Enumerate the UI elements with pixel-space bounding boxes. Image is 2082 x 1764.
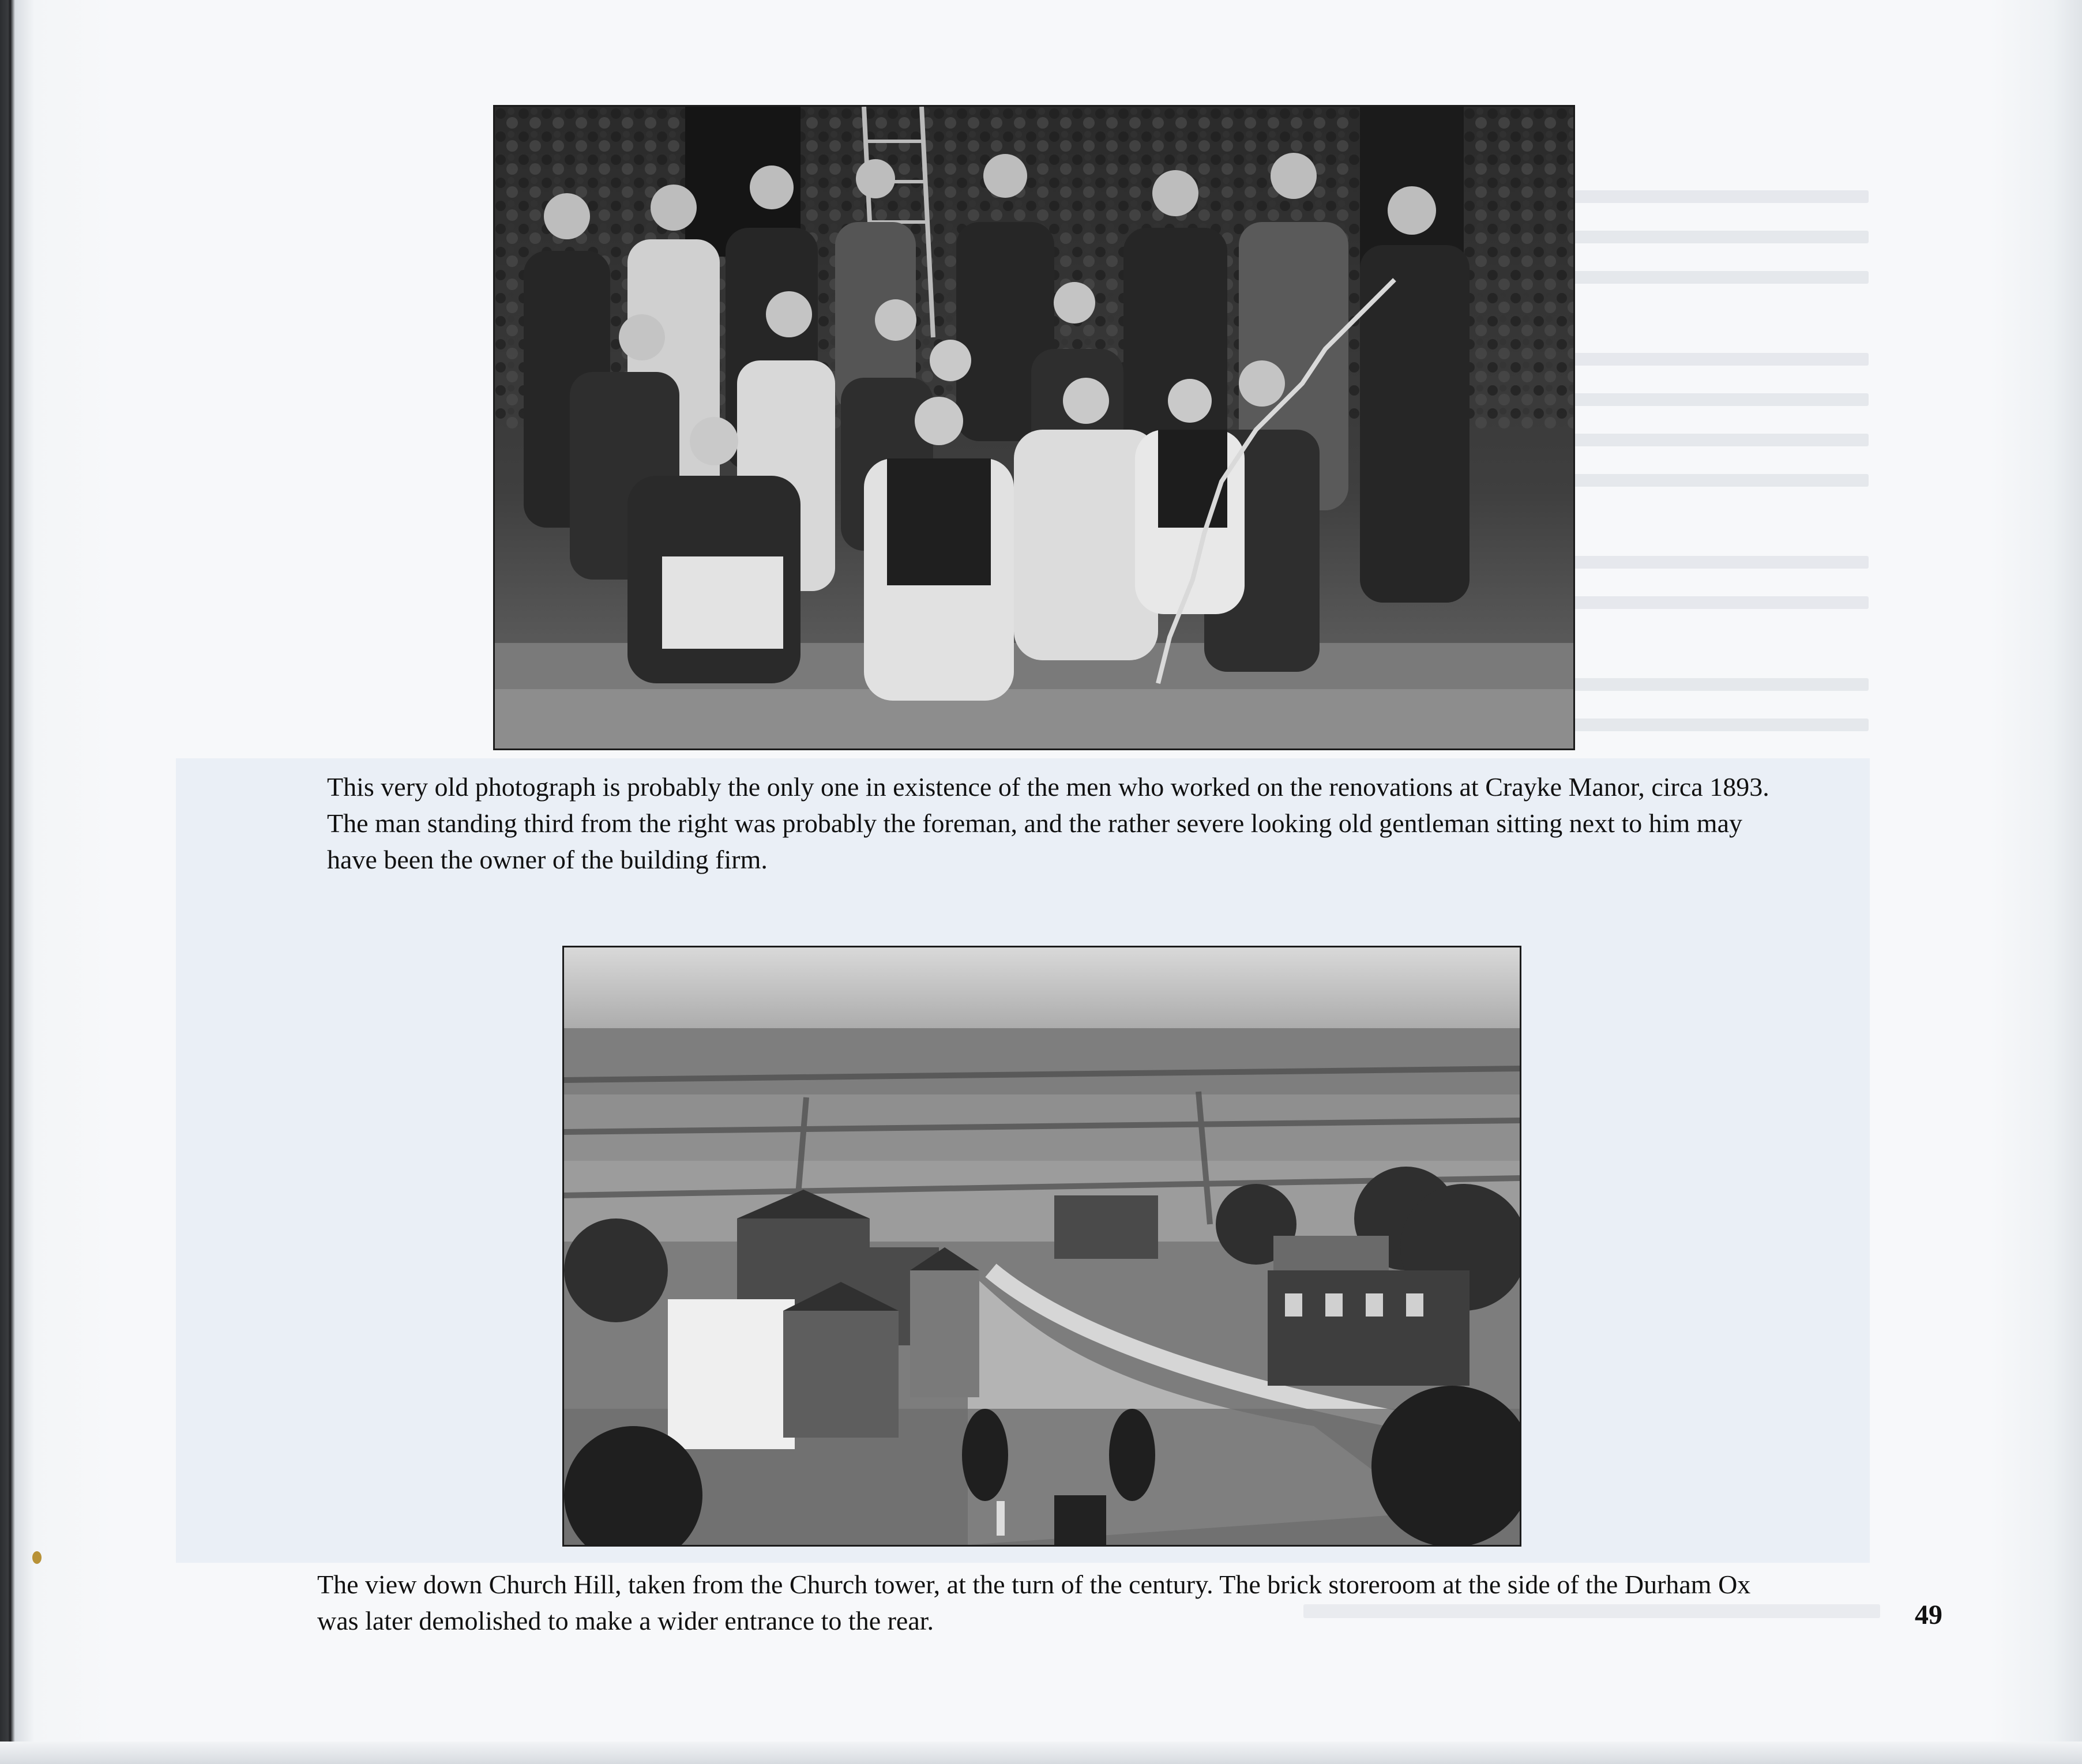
page-bottom-shadow: [0, 1742, 2082, 1764]
binding-speck: [32, 1551, 42, 1564]
caption-church-hill-photo: The view down Church Hill, taken from the Church tower, at the turn of the century. The brick storeroom at the side of the Durham Ox was later demolished to make a wider entrance to the rear.: [317, 1570, 1751, 1635]
village-photo-illustration: [564, 947, 1520, 1545]
workmen-photo-illustration: [495, 107, 1573, 749]
caption-workmen-photo: This very old photograph is probably the only one in existence of the men who worked on the renovations at Crayke Manor, circa 1893. The man standing third from the right was probably the foreman, and the rather severe looking old gentleman sitting next to him may have been the owner of the building firm.: [327, 772, 1769, 874]
reverse-side-text-bleed: [1569, 190, 1869, 709]
page-number: 49: [1915, 1600, 1942, 1630]
photo-church-hill-view: [562, 946, 1521, 1547]
photo-workmen-group: [493, 105, 1575, 750]
